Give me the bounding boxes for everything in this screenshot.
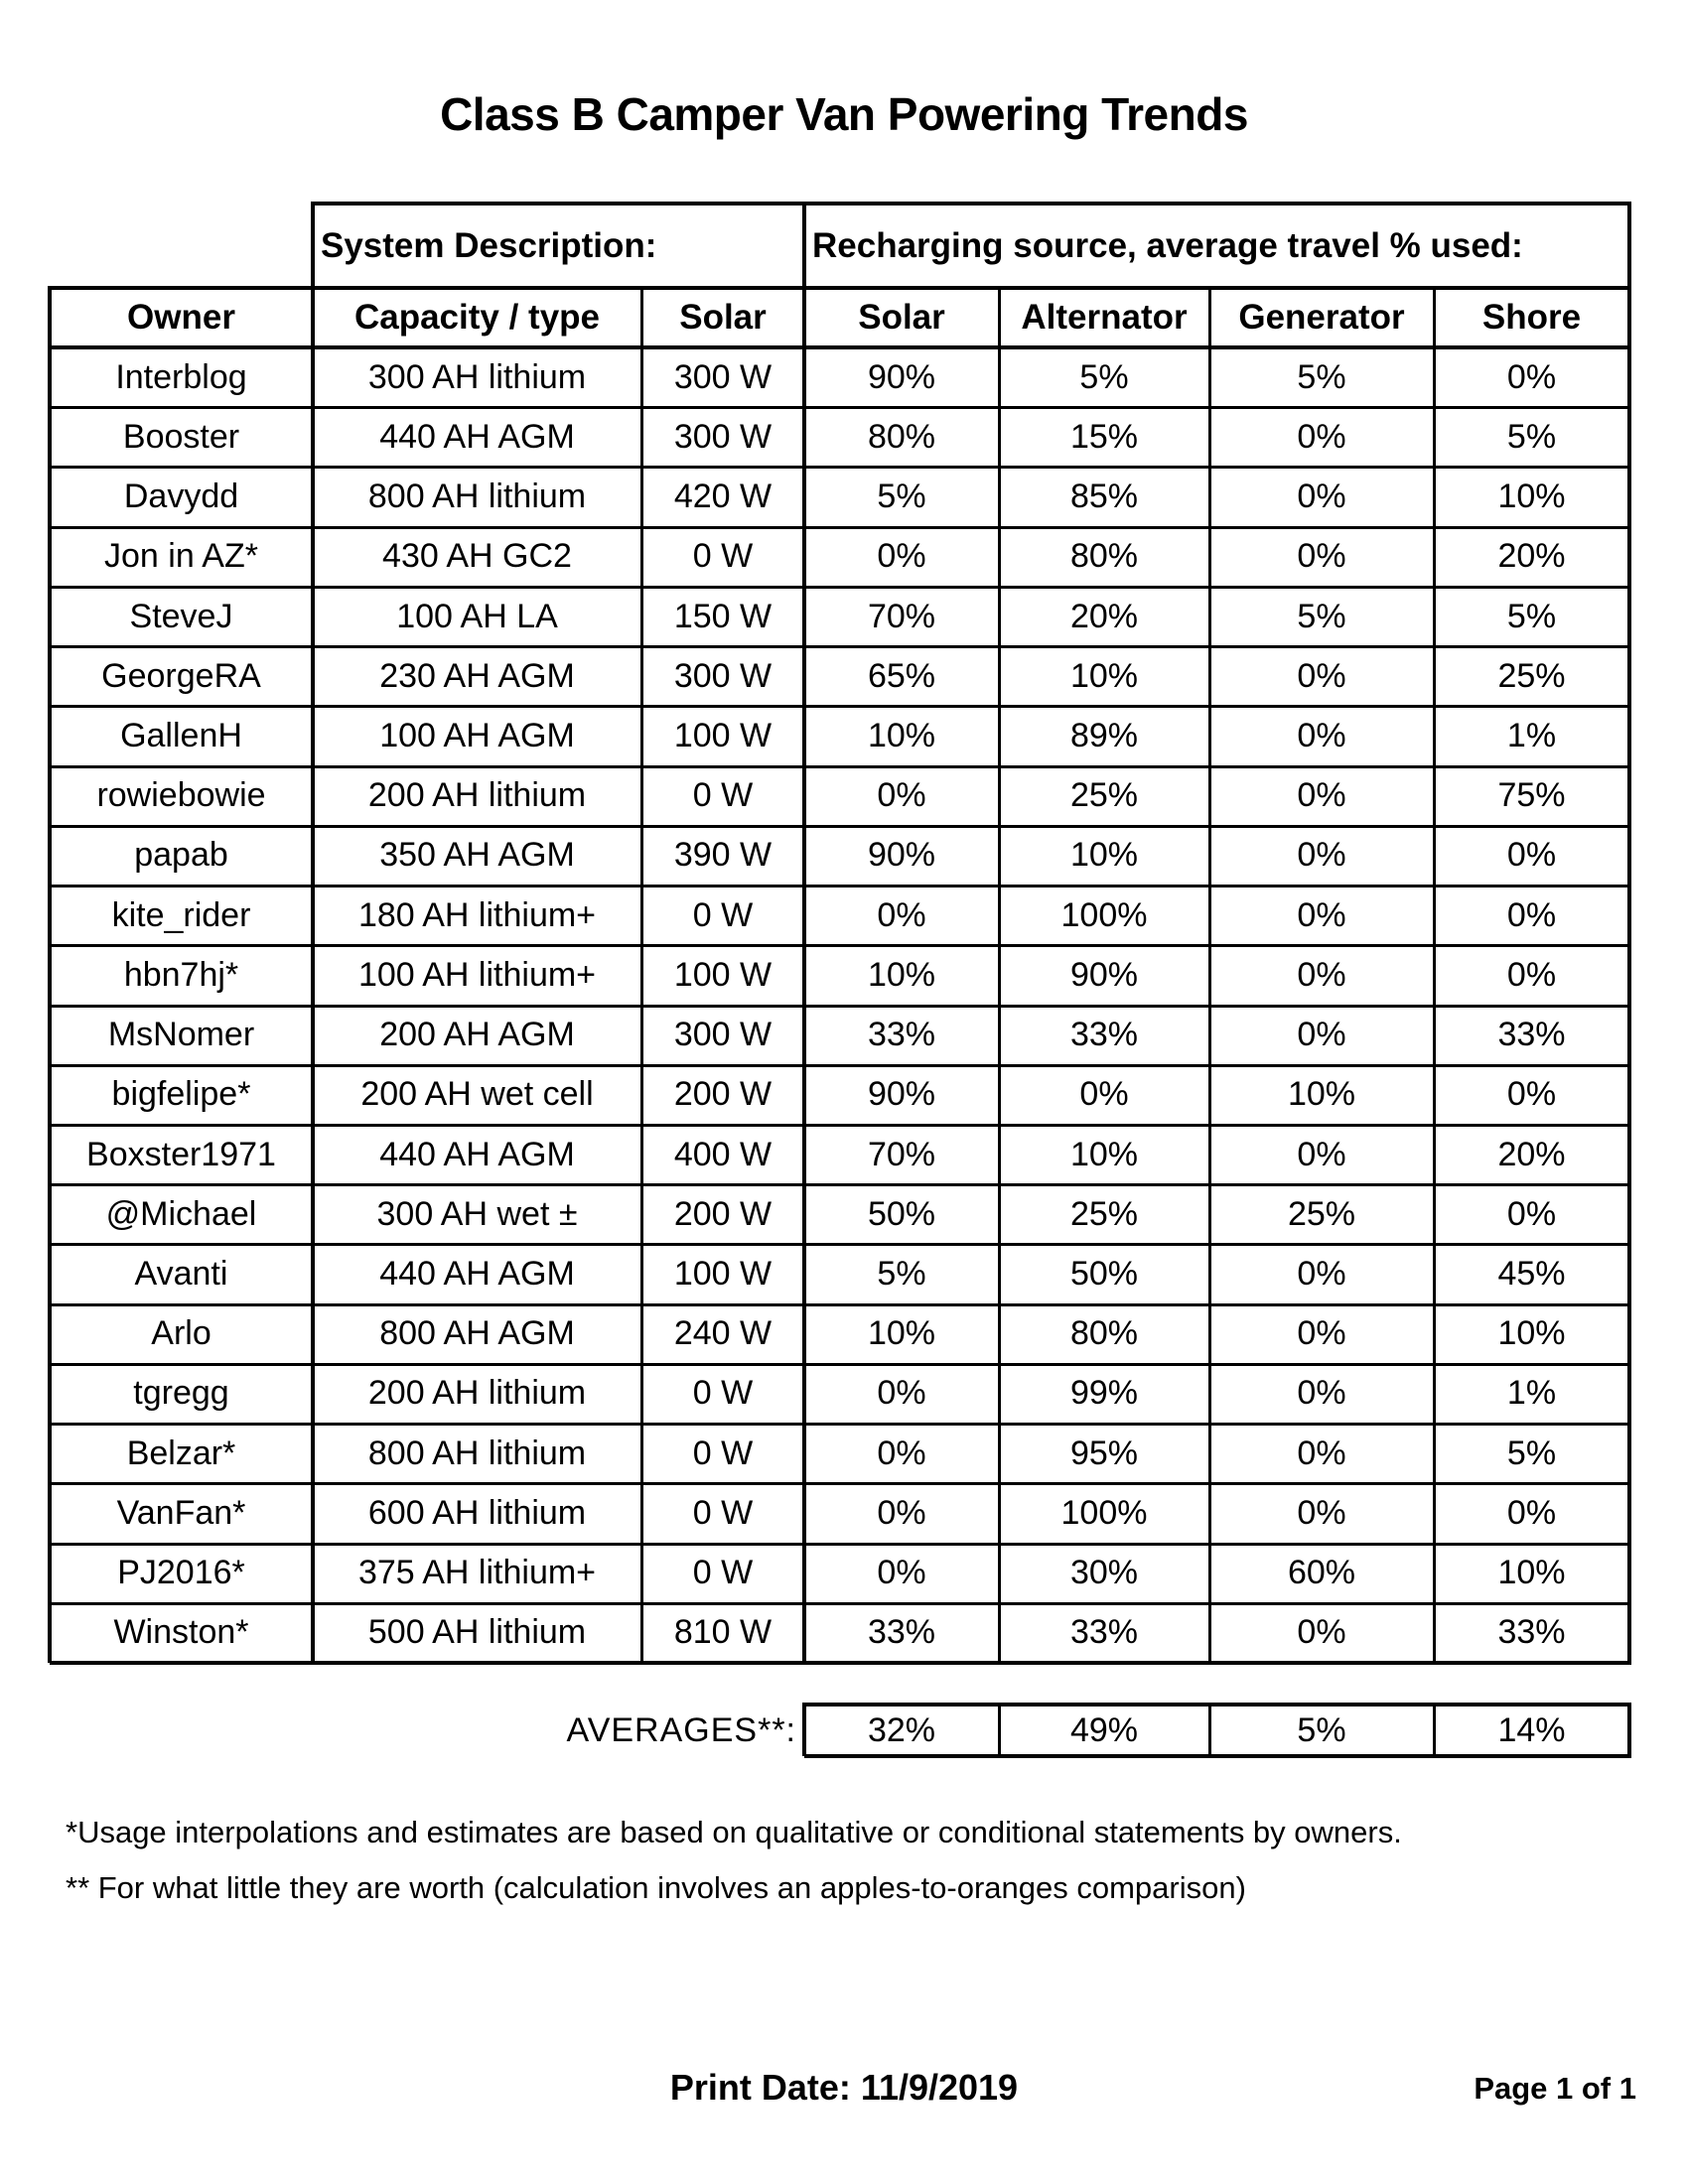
table-cell-alternator-pct: 10% <box>1069 656 1139 695</box>
table-cell-shore-pct: 10% <box>1497 478 1566 516</box>
averages-top-border <box>804 1703 1631 1706</box>
table-cell-shore-pct: 5% <box>1506 597 1557 635</box>
row-rule <box>50 944 1631 947</box>
table-cell-capacity-type: 200 AH lithium <box>367 776 587 815</box>
column-header-capacity-type: Capacity / type <box>353 298 601 337</box>
table-cell-solar-pct: 0% <box>877 1554 926 1592</box>
table-cell-owner: Arlo <box>151 1314 211 1353</box>
table-cell-solar-watts: 300 W <box>673 1016 773 1054</box>
table-cell-generator-pct: 0% <box>1297 1493 1346 1532</box>
table-top-border <box>313 202 1631 205</box>
table-cell-alternator-pct: 100% <box>1060 895 1148 934</box>
table-cell-owner: bigfelipe* <box>111 1075 251 1114</box>
table-cell-capacity-type: 440 AH AGM <box>379 1255 575 1294</box>
table-cell-solar-pct: 33% <box>867 1016 936 1054</box>
table-cell-alternator-pct: 10% <box>1069 836 1139 875</box>
table-cell-owner: GeorgeRA <box>101 656 261 695</box>
table-cell-alternator-pct: 25% <box>1069 1194 1139 1233</box>
row-rule <box>50 1423 1631 1426</box>
table-cell-solar-pct: 90% <box>867 1075 936 1114</box>
table-cell-solar-watts: 0 W <box>692 1374 754 1413</box>
row-rule <box>50 885 1631 887</box>
table-cell-solar-watts: 420 W <box>673 478 773 516</box>
table-cell-alternator-pct: 0% <box>1079 1075 1129 1114</box>
table-cell-solar-watts: 400 W <box>673 1135 773 1173</box>
table-cell-shore-pct: 0% <box>1506 357 1557 396</box>
table-cell-alternator-pct: 89% <box>1069 716 1139 754</box>
table-cell-generator-pct: 0% <box>1297 955 1346 994</box>
table-cell-solar-watts: 390 W <box>673 836 773 875</box>
table-cell-solar-watts: 0 W <box>692 776 754 815</box>
table-cell-capacity-type: 300 AH wet ± <box>376 1194 578 1233</box>
table-cell-shore-pct: 1% <box>1506 1374 1557 1413</box>
group-header-system-description: System Description: <box>321 225 657 265</box>
table-cell-capacity-type: 200 AH lithium <box>367 1374 587 1413</box>
col-rule <box>1627 202 1631 1663</box>
row-rule <box>50 526 1631 529</box>
table-cell-generator-pct: 0% <box>1297 1314 1346 1353</box>
table-cell-solar-pct: 0% <box>877 537 926 576</box>
averages-label: AVERAGES**: <box>566 1710 796 1749</box>
table-cell-solar-watts: 810 W <box>673 1613 773 1652</box>
row-rule <box>50 1005 1631 1008</box>
table-cell-solar-watts: 200 W <box>673 1194 773 1233</box>
table-cell-alternator-pct: 80% <box>1069 1314 1139 1353</box>
table-cell-shore-pct: 33% <box>1497 1613 1566 1652</box>
table-cell-shore-pct: 5% <box>1506 417 1557 456</box>
table-cell-generator-pct: 0% <box>1297 1613 1346 1652</box>
table-cell-solar-pct: 10% <box>867 716 936 754</box>
table-cell-solar-watts: 300 W <box>673 417 773 456</box>
table-cell-solar-watts: 0 W <box>692 1433 754 1472</box>
table-cell-solar-pct: 70% <box>867 597 936 635</box>
table-cell-shore-pct: 75% <box>1497 776 1566 815</box>
table-cell-shore-pct: 1% <box>1506 716 1557 754</box>
row-rule <box>50 825 1631 828</box>
table-cell-owner: MsNomer <box>107 1016 255 1054</box>
table-cell-shore-pct: 25% <box>1497 656 1566 695</box>
table-cell-capacity-type: 440 AH AGM <box>379 417 575 456</box>
table-cell-solar-watts: 150 W <box>673 597 773 635</box>
table-cell-owner: Belzar* <box>126 1433 236 1472</box>
table-cell-solar-pct: 33% <box>867 1613 936 1652</box>
table-cell-generator-pct: 5% <box>1297 357 1346 396</box>
table-cell-generator-pct: 0% <box>1297 1135 1346 1173</box>
table-cell-owner: rowiebowie <box>96 776 266 815</box>
table-cell-generator-pct: 0% <box>1297 656 1346 695</box>
table-cell-generator-pct: 0% <box>1297 776 1346 815</box>
table-cell-solar-watts: 300 W <box>673 656 773 695</box>
row-rule <box>50 1303 1631 1306</box>
col-rule <box>998 288 1001 1663</box>
col-rule <box>640 288 643 1663</box>
table-cell-solar-pct: 90% <box>867 836 936 875</box>
table-cell-owner: Booster <box>122 417 240 456</box>
averages-rule <box>802 1703 806 1756</box>
table-cell-solar-pct: 0% <box>877 776 926 815</box>
table-cell-alternator-pct: 99% <box>1069 1374 1139 1413</box>
average-alternator: 49% <box>1069 1710 1139 1749</box>
table-cell-generator-pct: 10% <box>1287 1075 1356 1114</box>
table-cell-alternator-pct: 33% <box>1069 1613 1139 1652</box>
table-cell-capacity-type: 800 AH lithium <box>367 1433 587 1472</box>
table-cell-owner: Avanti <box>134 1255 228 1294</box>
table-cell-capacity-type: 800 AH AGM <box>379 1314 575 1353</box>
column-header-generator-pct: Generator <box>1238 298 1405 337</box>
table-cell-solar-pct: 50% <box>867 1194 936 1233</box>
table-cell-alternator-pct: 85% <box>1069 478 1139 516</box>
table-cell-alternator-pct: 100% <box>1060 1493 1148 1532</box>
table-cell-capacity-type: 300 AH lithium <box>367 357 587 396</box>
table-cell-capacity-type: 100 AH LA <box>396 597 558 635</box>
table-cell-alternator-pct: 30% <box>1069 1554 1139 1592</box>
table-cell-solar-pct: 5% <box>877 478 926 516</box>
table-cell-solar-watts: 100 W <box>673 955 773 994</box>
table-cell-owner: @Michael <box>105 1194 257 1233</box>
col-rule <box>1433 288 1436 1663</box>
average-solar: 32% <box>867 1710 936 1749</box>
table-cell-shore-pct: 0% <box>1506 1075 1557 1114</box>
table-cell-capacity-type: 800 AH lithium <box>367 478 587 516</box>
table-cell-owner: tgregg <box>133 1374 229 1413</box>
table-cell-owner: Interblog <box>115 357 247 396</box>
page-title: Class B Camper Van Powering Trends <box>440 88 1248 140</box>
column-header-solar-pct: Solar <box>858 298 945 337</box>
table-cell-shore-pct: 5% <box>1506 1433 1557 1472</box>
table-cell-shore-pct: 20% <box>1497 1135 1566 1173</box>
table-cell-generator-pct: 0% <box>1297 1255 1346 1294</box>
table-cell-capacity-type: 230 AH AGM <box>379 656 575 695</box>
col-rule <box>48 286 52 1663</box>
table-cell-capacity-type: 375 AH lithium+ <box>357 1554 597 1592</box>
table-cell-solar-pct: 10% <box>867 955 936 994</box>
table-cell-solar-pct: 0% <box>877 895 926 934</box>
column-header-owner: Owner <box>127 298 235 337</box>
average-generator: 5% <box>1297 1710 1346 1749</box>
col-rule <box>311 202 315 1663</box>
table-cell-solar-pct: 90% <box>867 357 936 396</box>
group-header-recharging-source: Recharging source, average travel % used: <box>812 225 1523 265</box>
table-cell-shore-pct: 33% <box>1497 1016 1566 1054</box>
table-cell-solar-watts: 100 W <box>673 716 773 754</box>
row-rule <box>50 1124 1631 1127</box>
table-cell-solar-watts: 0 W <box>692 1493 754 1532</box>
table-cell-solar-pct: 70% <box>867 1135 936 1173</box>
table-cell-capacity-type: 430 AH GC2 <box>382 537 572 576</box>
column-header-alternator-pct: Alternator <box>1021 298 1188 337</box>
table-cell-generator-pct: 0% <box>1297 1433 1346 1472</box>
table-cell-generator-pct: 5% <box>1297 597 1346 635</box>
table-cell-solar-pct: 5% <box>877 1255 926 1294</box>
row-rule <box>50 1482 1631 1485</box>
table-cell-solar-pct: 0% <box>877 1374 926 1413</box>
table-cell-shore-pct: 0% <box>1506 955 1557 994</box>
table-cell-capacity-type: 200 AH wet cell <box>360 1075 594 1114</box>
row-rule <box>50 645 1631 648</box>
table-cell-alternator-pct: 25% <box>1069 776 1139 815</box>
row-rule <box>50 586 1631 589</box>
table-cell-owner: kite_rider <box>111 895 251 934</box>
table-cell-generator-pct: 25% <box>1287 1194 1356 1233</box>
row-rule <box>50 1243 1631 1246</box>
table-cell-shore-pct: 20% <box>1497 537 1566 576</box>
table-cell-owner: Davydd <box>123 478 239 516</box>
row-rule <box>50 1543 1631 1546</box>
row-rule <box>50 1602 1631 1605</box>
table-cell-capacity-type: 100 AH lithium+ <box>357 955 597 994</box>
table-cell-solar-watts: 200 W <box>673 1075 773 1114</box>
table-cell-capacity-type: 350 AH AGM <box>379 836 575 875</box>
table-cell-capacity-type: 500 AH lithium <box>367 1613 587 1652</box>
table-cell-alternator-pct: 15% <box>1069 417 1139 456</box>
table-cell-alternator-pct: 80% <box>1069 537 1139 576</box>
table-cell-shore-pct: 0% <box>1506 836 1557 875</box>
table-cell-generator-pct: 0% <box>1297 537 1346 576</box>
table-cell-alternator-pct: 95% <box>1069 1433 1139 1472</box>
row-rule <box>50 1363 1631 1366</box>
averages-bottom-border <box>804 1754 1631 1758</box>
average-shore: 14% <box>1497 1710 1566 1749</box>
table-cell-solar-pct: 0% <box>877 1433 926 1472</box>
table-cell-capacity-type: 600 AH lithium <box>367 1493 587 1532</box>
table-cell-capacity-type: 200 AH AGM <box>379 1016 575 1054</box>
table-cell-alternator-pct: 20% <box>1069 597 1139 635</box>
table-cell-shore-pct: 0% <box>1506 1194 1557 1233</box>
table-cell-solar-watts: 240 W <box>673 1314 773 1353</box>
table-cell-generator-pct: 0% <box>1297 478 1346 516</box>
table-cell-owner: Winston* <box>113 1613 249 1652</box>
table-cell-owner: SteveJ <box>129 597 233 635</box>
table-cell-alternator-pct: 10% <box>1069 1135 1139 1173</box>
table-cell-solar-pct: 10% <box>867 1314 936 1353</box>
column-header-solar-watts: Solar <box>679 298 767 337</box>
table-cell-owner: papab <box>134 836 228 875</box>
table-cell-solar-watts: 0 W <box>692 537 754 576</box>
header-bottom-rule <box>50 345 1631 349</box>
col-rule <box>802 202 806 1663</box>
table-cell-alternator-pct: 33% <box>1069 1016 1139 1054</box>
table-cell-capacity-type: 180 AH lithium+ <box>357 895 597 934</box>
table-cell-owner: PJ2016* <box>117 1554 245 1592</box>
averages-rule <box>1208 1705 1211 1756</box>
table-cell-solar-pct: 65% <box>867 656 936 695</box>
row-rule <box>50 765 1631 768</box>
print-date: Print Date: 11/9/2019 <box>669 2067 1019 2108</box>
col-rule <box>1208 288 1211 1663</box>
table-cell-solar-pct: 80% <box>867 417 936 456</box>
column-header-shore-pct: Shore <box>1481 298 1582 337</box>
table-cell-generator-pct: 60% <box>1287 1554 1356 1592</box>
table-cell-solar-watts: 0 W <box>692 895 754 934</box>
table-cell-alternator-pct: 90% <box>1069 955 1139 994</box>
row-rule <box>50 1183 1631 1186</box>
row-rule <box>50 406 1631 409</box>
table-cell-generator-pct: 0% <box>1297 836 1346 875</box>
row-rule <box>50 466 1631 469</box>
footnote-estimates: *Usage interpolations and estimates are based on qualitative or conditional statements by owners. <box>66 1815 1402 1849</box>
averages-rule <box>1627 1703 1631 1756</box>
table-cell-generator-pct: 0% <box>1297 1016 1346 1054</box>
table-cell-alternator-pct: 50% <box>1069 1255 1139 1294</box>
table-cell-shore-pct: 10% <box>1497 1554 1566 1592</box>
table-cell-generator-pct: 0% <box>1297 1374 1346 1413</box>
table-cell-owner: Boxster1971 <box>86 1135 276 1173</box>
table-cell-capacity-type: 100 AH AGM <box>379 716 575 754</box>
averages-rule <box>998 1705 1001 1756</box>
averages-rule <box>1433 1705 1436 1756</box>
table-cell-generator-pct: 0% <box>1297 895 1346 934</box>
table-cell-shore-pct: 10% <box>1497 1314 1566 1353</box>
row-rule <box>50 705 1631 708</box>
table-cell-solar-watts: 100 W <box>673 1255 773 1294</box>
table-cell-capacity-type: 440 AH AGM <box>379 1135 575 1173</box>
table-cell-solar-watts: 300 W <box>673 357 773 396</box>
table-cell-solar-pct: 0% <box>877 1493 926 1532</box>
header-rule <box>50 286 1631 290</box>
page-number: Page 1 of 1 <box>1474 2071 1636 2106</box>
table-cell-shore-pct: 0% <box>1506 1493 1557 1532</box>
table-cell-owner: VanFan* <box>116 1493 246 1532</box>
table-cell-owner: Jon in AZ* <box>104 537 258 576</box>
table-cell-alternator-pct: 5% <box>1079 357 1129 396</box>
table-cell-owner: GallenH <box>120 716 242 754</box>
table-cell-shore-pct: 0% <box>1506 895 1557 934</box>
table-cell-owner: hbn7hj* <box>123 955 239 994</box>
table-cell-generator-pct: 0% <box>1297 716 1346 754</box>
row-rule <box>50 1064 1631 1067</box>
table-bottom-border <box>50 1661 1631 1665</box>
table-cell-shore-pct: 45% <box>1497 1255 1566 1294</box>
footnote-averages: ** For what little they are worth (calculation involves an apples-to-oranges comparison) <box>66 1870 1246 1905</box>
table-cell-solar-watts: 0 W <box>692 1554 754 1592</box>
table-cell-generator-pct: 0% <box>1297 417 1346 456</box>
